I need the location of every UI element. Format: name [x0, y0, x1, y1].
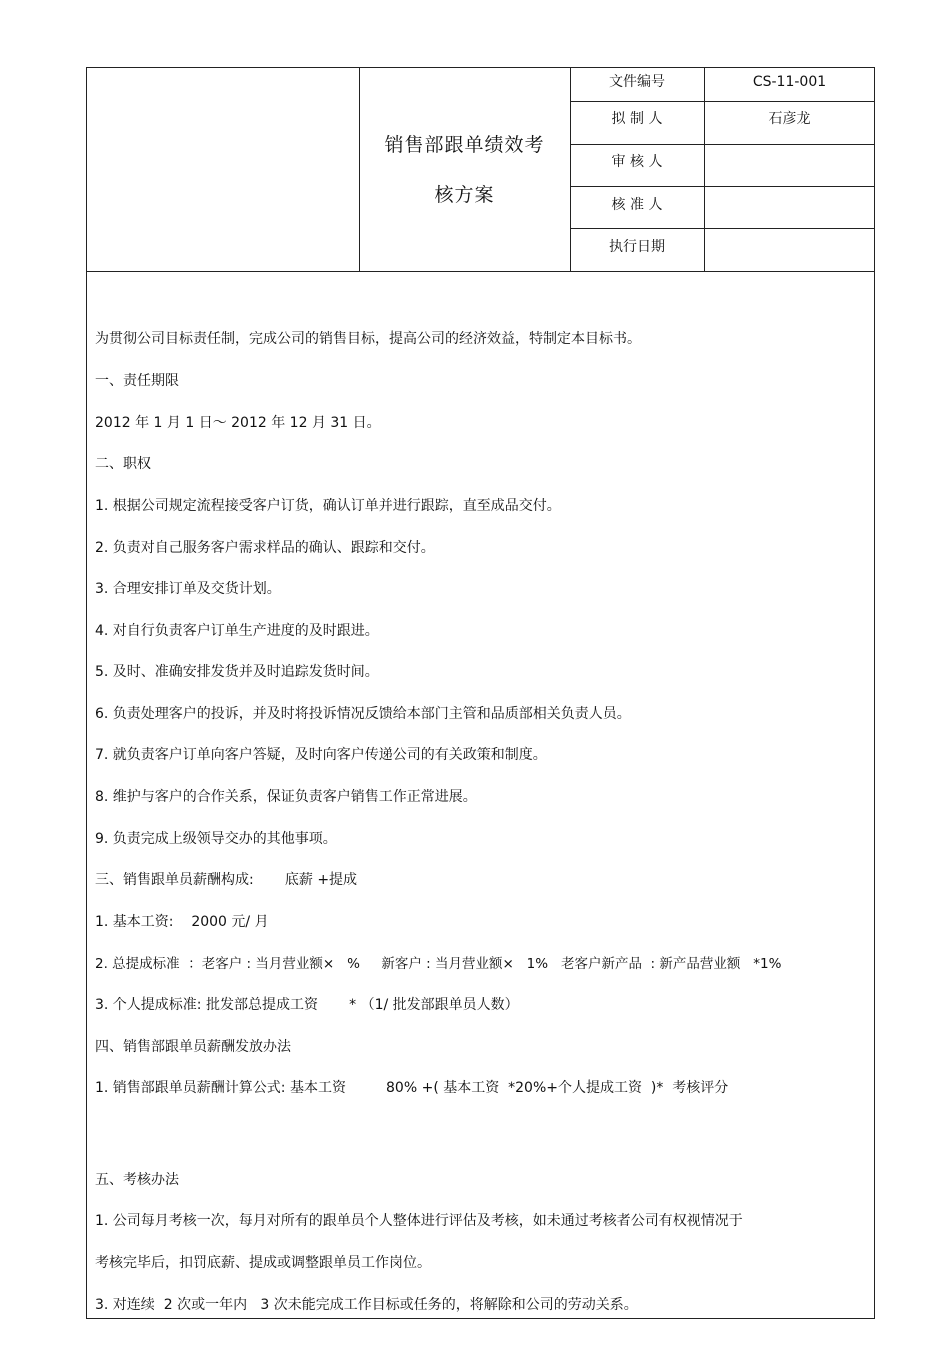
- info-label: 文件编号: [570, 68, 705, 101]
- info-row-effective-date: [570, 229, 874, 271]
- list-item: 2. 负责对自己服务客户需求样品的确认、跟踪和交付。: [95, 540, 435, 556]
- list-item: 8. 维护与客户的合作关系，保证负责客户销售工作正常进展。: [95, 789, 477, 805]
- info-label: 拟 制 人: [570, 102, 705, 144]
- list-item: 1. 销售部跟单员薪酬计算公式: 基本工资 80% +( 基本工资 *20%+个人提成工资 )* 考核评分: [95, 1080, 729, 1096]
- info-row-drafter: [570, 102, 874, 145]
- logo-cell: [87, 68, 360, 271]
- list-item: 3. 合理安排订单及交货计划。: [95, 581, 281, 597]
- info-row-reviewer: [570, 145, 874, 187]
- info-label: 核 准 人: [570, 187, 705, 228]
- document-info-grid: [570, 68, 874, 271]
- info-value: [705, 145, 874, 186]
- info-label: 审 核 人: [570, 145, 705, 186]
- term-period-text: 2012 年 1 月 1 日～ 2012 年 12 月 31 日。: [95, 415, 381, 431]
- info-label: 执行日期: [570, 229, 705, 271]
- list-item: 3. 个人提成标准: 批发部总提成工资 * （1/ 批发部跟单员人数）: [95, 997, 519, 1013]
- document-frame: [86, 67, 875, 1319]
- intro-paragraph: 为贯彻公司目标责任制，完成公司的销售目标，提高公司的经济效益，特制定本目标书。: [95, 331, 641, 347]
- info-row-file-number: [570, 68, 874, 102]
- list-item: 1. 根据公司规定流程接受客户订货，确认订单并进行跟踪，直至成品交付。: [95, 498, 561, 514]
- list-item: 4. 对自行负责客户订单生产进度的及时跟进。: [95, 623, 379, 639]
- list-item: 3. 对连续 2 次或一年内 3 次未能完成工作目标或任务的，将解除和公司的劳动关系。: [95, 1297, 638, 1313]
- section-heading: 二、职权: [95, 456, 151, 472]
- section-heading: 一、责任期限: [95, 373, 179, 389]
- list-item: 7. 就负责客户订单向客户答疑，及时向客户传递公司的有关政策和制度。: [95, 747, 547, 763]
- document-title-cell: [359, 68, 571, 271]
- list-item: 9. 负责完成上级领导交办的其他事项。: [95, 831, 337, 847]
- document-header: [87, 68, 874, 272]
- list-item: 1. 基本工资: 2000 元/ 月: [95, 914, 269, 930]
- document-title-line-1: 销售部跟单绩效考: [384, 134, 545, 156]
- info-value: [705, 187, 874, 228]
- info-value: 石彦龙: [768, 111, 811, 127]
- document-title-line-2: 核方案: [434, 184, 495, 206]
- list-item: 5. 及时、准确安排发货并及时追踪发货时间。: [95, 664, 379, 680]
- section-heading: 三、销售跟单员薪酬构成: 底薪 +提成: [95, 872, 358, 888]
- list-item: 6. 负责处理客户的投诉，并及时将投诉情况反馈给本部门主管和品质部相关负责人员。: [95, 706, 631, 722]
- info-value: CS-11-001: [752, 74, 827, 90]
- section-heading: 四、销售部跟单员薪酬发放办法: [95, 1039, 291, 1055]
- list-item: 1. 公司每月考核一次，每月对所有的跟单员个人整体进行评估及考核，如未通过考核者公司有权视情况于: [95, 1213, 743, 1229]
- list-item: 2. 总提成标准 ：老客户 : 当月营业额× % 新客户 : 当月营业额× 1% 老客户新产品 : 新产品营业额 *1%: [95, 956, 782, 972]
- list-item: 考核完毕后，扣罚底薪、提成或调整跟单员工作岗位。: [95, 1255, 431, 1271]
- section-heading: 五、考核办法: [95, 1172, 179, 1188]
- info-value: [705, 229, 874, 271]
- info-row-approver: [570, 187, 874, 229]
